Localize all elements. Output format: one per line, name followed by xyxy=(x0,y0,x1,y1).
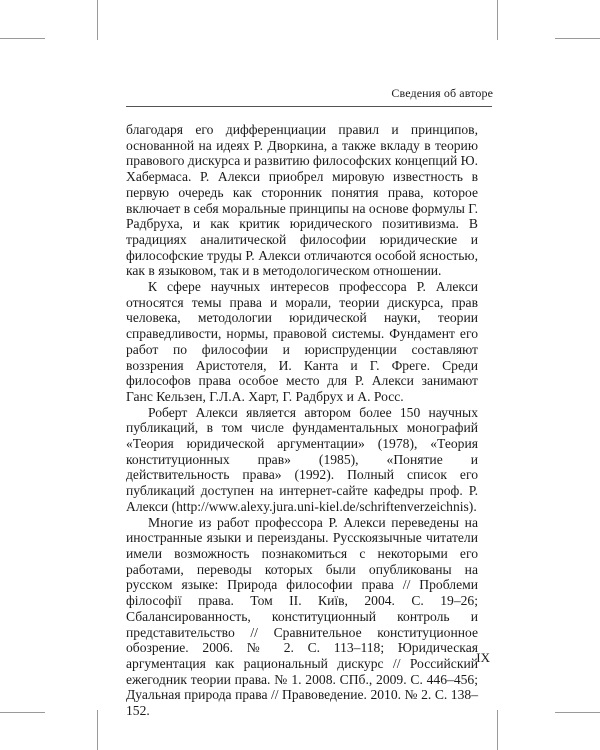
crop-mark-bottom-left xyxy=(97,710,98,750)
crop-mark-left-top xyxy=(0,38,45,39)
paragraph-3: Роберт Алекси является автором более 150 научных публикаций, в том числе фундаментальных монографий «Теория юридической аргументации» (1978), «Теория конституционных прав» (1985), «Понятие и действительность права» (1992). Полный список его публикаций доступен на интернет-сайте кафедры проф. Р. Алекси (http://www.alexy.jura.uni-kiel.de/schriftenverzeichnis). xyxy=(126,404,478,514)
running-header: Сведения об авторе xyxy=(391,86,493,100)
crop-mark-right-top xyxy=(555,38,600,39)
paragraph-2: К сфере научных интересов профессора Р. Алекси относятся темы права и морали, теории дискурса, прав человека, методологии юридической науки, теории справедливости, нормы, правовой системы. Фундамент его работ по философии и юриспруденции составляют воззрения Аристотеля, И. Канта и Г. Фреге. Среди философов права особое место для Р. Алекси занимают Ганс Кельзен, Г.Л.А. Харт, Г. Радбрух и А. Росс. xyxy=(126,279,478,404)
crop-mark-top-left xyxy=(97,0,98,40)
crop-mark-bottom-right xyxy=(497,710,498,750)
paragraph-1: благодаря его дифференциации правил и принципов, основанной на идеях Р. Дворкина, а также вкладу в теорию правового дискурса и развитию философских концепций Ю. Хабермаса. Р. Алекси приобрел мировую известность в первую очередь как сторонник понятия права, которое включает в себя моральные принципы на основе формулы Г. Радбруха, и как критик юридического позитивизма. В традициях аналитической философии юридические и философские труды Р. Алекси отличаются особой ясностью, как в языковом, так и в методологическом отношении. xyxy=(126,122,478,279)
page-number: IX xyxy=(476,650,490,665)
paragraph-4: Многие из работ профессора Р. Алекси переведены на иностранные языки и переизданы. Русскоязычные читатели имели возможность познакомиться с некоторыми его работами, переводы которых были опубликованы на русском языке: Природа философии права // Проблеми філософії права. Том II. Київ, 2004. С. 19–26; Сбалансированность, конституционный контроль и представительство // Сравнительное конституционное обозрение. 2006. № 2. С. 113–118; Юридическая аргументация как рациональный дискурс // Российский ежегодник теории права. № 1. 2008. СПб., 2009. С. 446–456; Дуальная природа права // Правоведение. 2010. № 2. С. 138–152. xyxy=(126,514,478,719)
crop-mark-right-bottom xyxy=(555,712,600,713)
crop-mark-top-right xyxy=(497,0,498,40)
crop-mark-left-bottom xyxy=(0,712,45,713)
header-rule xyxy=(126,106,492,107)
body-text xyxy=(126,122,478,719)
